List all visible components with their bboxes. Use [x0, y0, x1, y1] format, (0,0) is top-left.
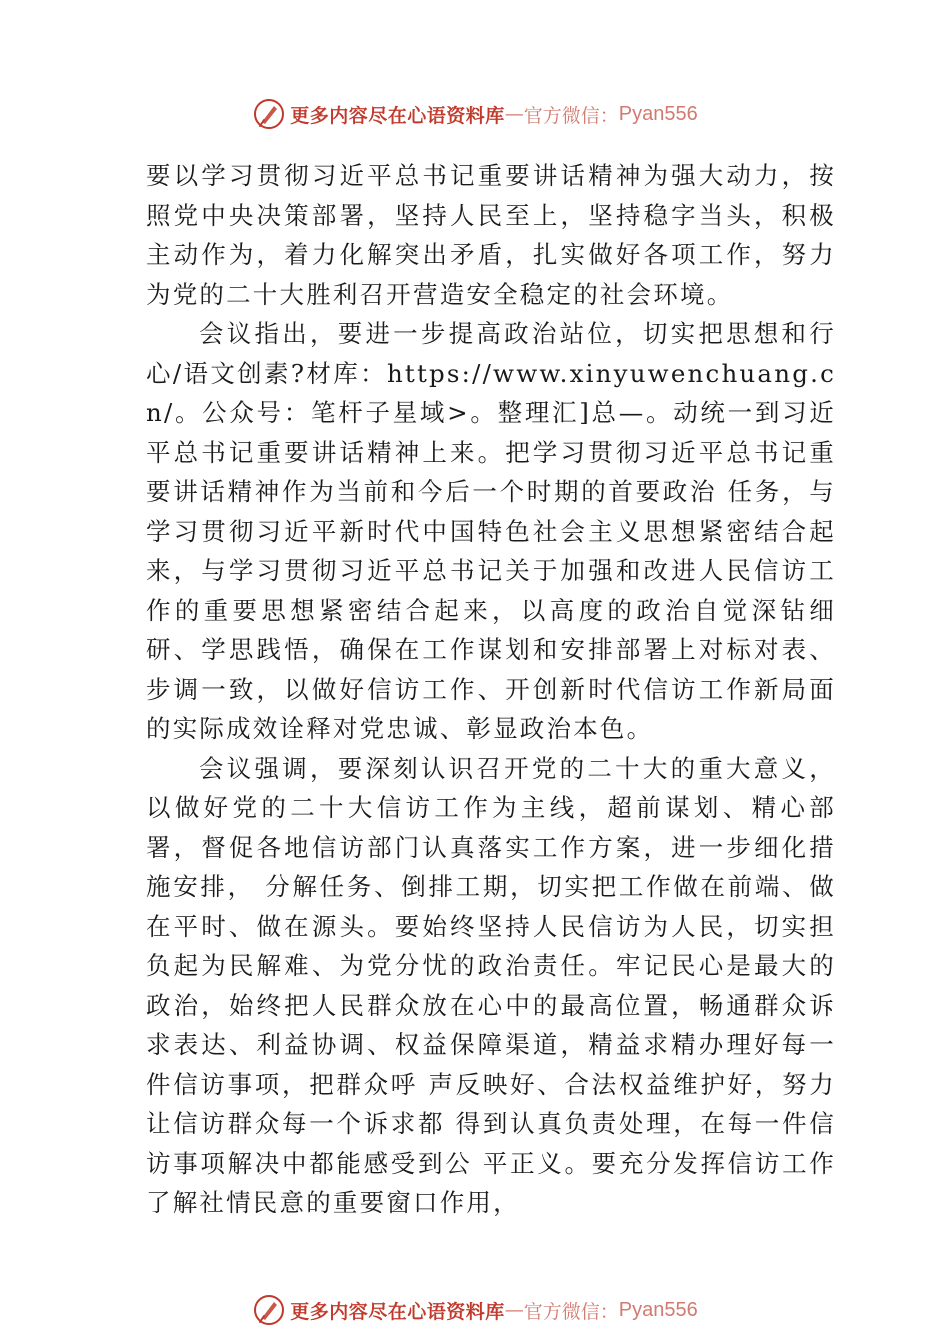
document-body: [146, 156, 836, 1223]
banner-wechat-handle: Pyan556: [618, 1298, 698, 1321]
banner-brand-text: 更多内容尽在心语资料库: [290, 104, 505, 127]
quill-pen-logo-icon: [252, 1293, 286, 1327]
banner-brand-text: 更多内容尽在心语资料库: [290, 1300, 505, 1323]
banner-wechat-label: 官方微信：: [523, 1300, 619, 1323]
banner-wechat-label: 官方微信：: [523, 104, 619, 127]
paragraph-2: 会议指出，要进一步提高政治站位，切实把思想和行心/语文创素?材库：https://www.xinyuwenchuang.cn/。公众号：笔杆子星域>。整理汇]总—。动统一到习近平总书记重要讲话精神上来。把学习贯彻习近平总书记重要讲话精神作为当前和今后一个时期的首要政治 任务，与学习贯彻习近平新时代中国特色社会主义思想紧密结合起来，与学习贯彻习近平总书记关于加强和改进人民信访工作的重要思想紧密结合起来，以高度的政治自觉深钻细研、学思践悟，确保在工作谋划和安排部署上对标对表、步调一致，以做好信访工作、开创新时代信访工作新局面的实际成效诠释对党忠诚、彰显政治本色。: [146, 319, 836, 743]
header-banner: [0, 94, 950, 134]
quill-pen-logo-icon: [252, 97, 286, 131]
banner-separator: —: [504, 1299, 524, 1321]
banner-separator: —: [504, 103, 524, 125]
paragraph-1: 要以学习贯彻习近平总书记重要讲话精神为强大动力，按照党中央决策部署，坚持人民至上，坚持稳字当头，积极主动作为，着力化解突出矛盾，扎实做好各项工作，努力为党的二十大胜利召开营造安全稳定的社会环境。: [146, 161, 836, 309]
footer-banner: [0, 1290, 950, 1330]
paragraph-3: 会议强调，要深刻认识召开党的二十大的重大意义，以做好党的二十大信访工作为主线，超前谋划、精心部署，督促各地信访部门认真落实工作方案，进一步细化措施安排， 分解任务、倒排工期，切实把工作做在前端、做在平时、做在源头。要始终坚持人民信访为人民，切实担负起为民解难、为党分忧的政治责任。牢记民心是最大的政治，始终把人民群众放在心中的最高位置，畅通群众诉求表达、利益协调、权益保障渠道，精益求精办理好每一件信访事项，把群众呼 声反映好、合法权益维护好，努力让信访群众每一个诉求都 得到认真负责处理，在每一件信访事项解决中都能感受到公 平正义。要充分发挥信访工作了解社情民意的重要窗口作用，: [146, 753, 836, 1217]
banner-wechat-handle: Pyan556: [618, 102, 698, 125]
